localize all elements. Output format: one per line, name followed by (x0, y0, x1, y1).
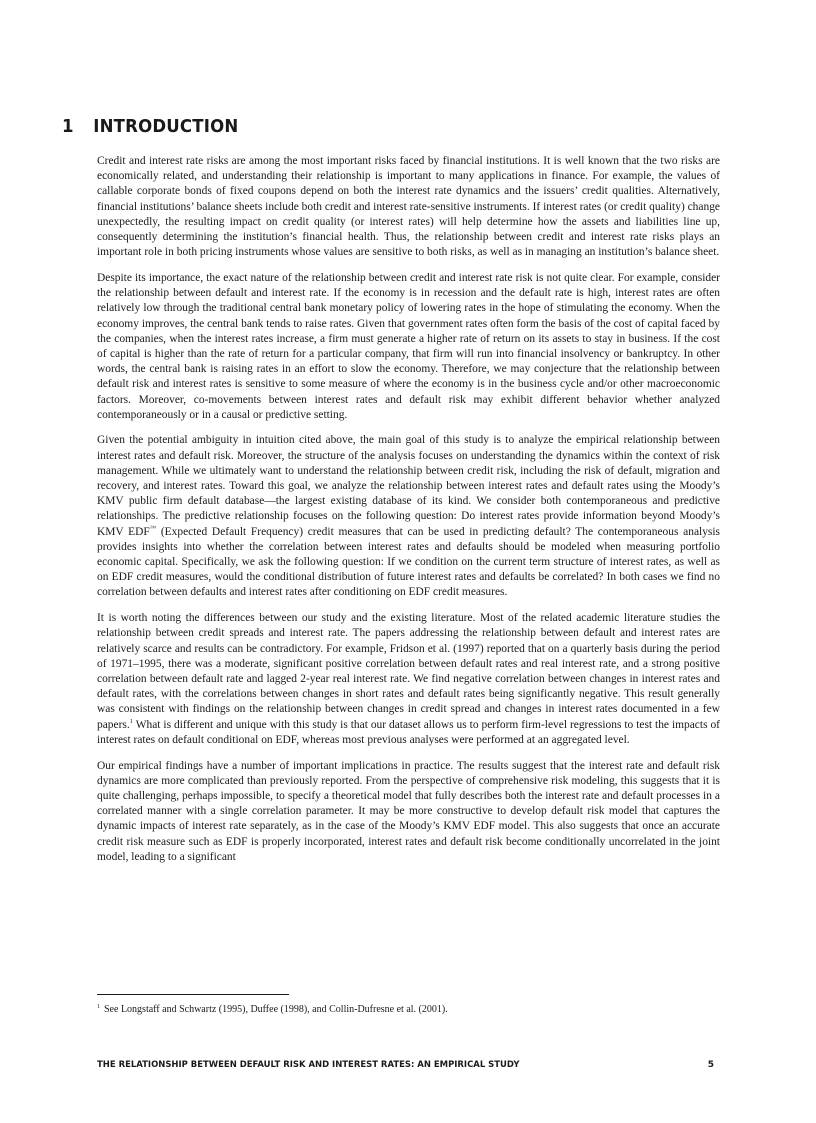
section-heading (62, 116, 238, 137)
footnote (97, 1004, 448, 1015)
footnote-divider (97, 994, 289, 995)
trademark-symbol: ™ (149, 524, 157, 532)
paragraph-4-part-2: What is different and unique with this study is that our dataset allows us to perform firm-level regressions to test the impacts of interest rates on default conditional on EDF, whereas most previous analyses were performed at an aggregated level. (97, 718, 720, 746)
paragraph-4-part-1: It is worth noting the differences between our study and the existing literature. Most of the related academic literature studies the relationship between credit spreads and interest rate. The papers addressing the relationship between default and interest rates are relatively scarce and results can be contradictory. For example, Fridson et al. (1997) reported that on a quarterly basis during the period of 1971–1995, there was a moderate, significant positive correlation between default rates and real interest rate, and a strong positive correlation between default rate and lagged 2-year real interest rate. We find negative correlation between changes in interest rates and default rates, with the correlations between changes in short rates and default rates being significantly negative. This result generally was consistent with findings on the relationship between changes in credit spread and changes in interest rates documented in a few papers. (97, 612, 720, 731)
running-footer-title: THE RELATIONSHIP BETWEEN DEFAULT RISK AND INTEREST RATES: AN EMPIRICAL STUDY (97, 1060, 520, 1070)
footnote-mark: 1 (97, 1003, 100, 1010)
paragraph-2: Despite its importance, the exact nature of the relationship between credit and interest rate risk is not quite clear. For example, consider the relationship between default and interest rate. If the economy is in recession and the default rate is high, interest rates are often relatively low through the traditional central bank monetary policy of lowering rates in the hope of stimulating the economy. When the economy improves, the central bank tends to raise rates. Given that government rates often form the basis of the cost of capital faced by the companies, when the interest rates increase, a firm must generate a higher rate of return on its assets to stay in business. If the cost of capital is higher than the rate of return for a particular company, that firm will run into financial insolvency or bankruptcy. In other words, the central bank is raising rates in an effort to slow the economy. Therefore, we may conjecture that the relationship between default risk and interest rates is sensitive to some measure of where the economy is in the business cycle and/or other macroeconomic factors. Moreover, co-movements between interest rates and default risk may exhibit different behavior whether analyzed contemporaneously or in a causal or predictive setting. (97, 271, 720, 421)
footnote-reference[interactable]: 1 (129, 717, 133, 725)
paragraph-5: Our empirical findings have a number of important implications in practice. The results suggest that the interest rate and default risk dynamics are more complicated than previously reported. From the perspective of comprehensive risk modeling, this suggests that it is quite challenging, perhaps impossible, to specify a theoretical model that fully describes both the interest rate and default processes in a correlated manner with a single correlation parameter. It may be more constructive to develop default risk model that captures the dynamic impacts of interest rate separately, as in the case of the Moody’s KMV EDF model. This also suggests that once an accurate credit risk measure such as EDF is properly incorporated, interest rates and default risk become conditionally uncorrelated in the joint model, leading to a significant (97, 759, 720, 863)
paragraph-3 (97, 433, 720, 600)
paragraph-1: Credit and interest rate risks are among the most important risks faced by financial institutions. It is well known that the two risks are economically related, and understanding their relationship is important to many applications in finance. For example, the values of callable corporate bonds of fixed coupons depend on both the interest rate dynamics and the issuers’ credit qualities. Alternatively, financial institutions’ balance sheets include both credit and interest rate-sensitive instruments. If interest rates (or credit quality) change unexpectedly, the resulting impact on credit quality (or interest rates) will help determine how the assets and liabilities line up, consequently determining the institution’s financial health. Thus, the relationship between credit and interest rate risks plays an important role in both pricing instruments whose values are sensitive to both risks, as well as in managing an institution’s balance sheet. (97, 155, 720, 259)
paragraph-3-part-2: (Expected Default Frequency) credit measures that can be used in predicting default? The contemporaneous analysis provides insights into whether the correlation between interest rates and defaults should be modeled when measuring portfolio economic capital. Specifically, we ask the following question: If we condition on the current term structure of interest rates, as well as on EDF credit measures, would the conditional distribution of future interest rates and defaults be correlated? In both cases we find no correlation between defaults and interest rates after conditioning on EDF credit measures. (97, 525, 720, 599)
page-number: 5 (707, 1060, 714, 1070)
paragraph-4 (97, 611, 720, 748)
section-number: 1 (62, 116, 74, 137)
body-text (97, 154, 720, 875)
footnote-text: See Longstaff and Schwartz (1995), Duffee (1998), and Collin-Dufresne et al. (2001). (104, 1004, 448, 1015)
paragraph-3-part-1: Given the potential ambiguity in intuition cited above, the main goal of this study is to analyze the empirical relationship between interest rates and default risk. Moreover, the structure of the analysis focuses on understanding the dynamics within the context of risk management. While we ultimately want to understand the relationship between credit risk, including the risk of default, migration and recovery, and interest rates. Toward this goal, we analyze the relationship between interest rates and default rates using the Moody’s KMV public firm default database—the largest existing database of its kind. We consider both contemporaneous and predictive relationships. The predictive relationship focuses on the following question: Do interest rates provide information beyond Moody’s KMV EDF (97, 434, 720, 538)
section-title: INTRODUCTION (93, 116, 239, 137)
